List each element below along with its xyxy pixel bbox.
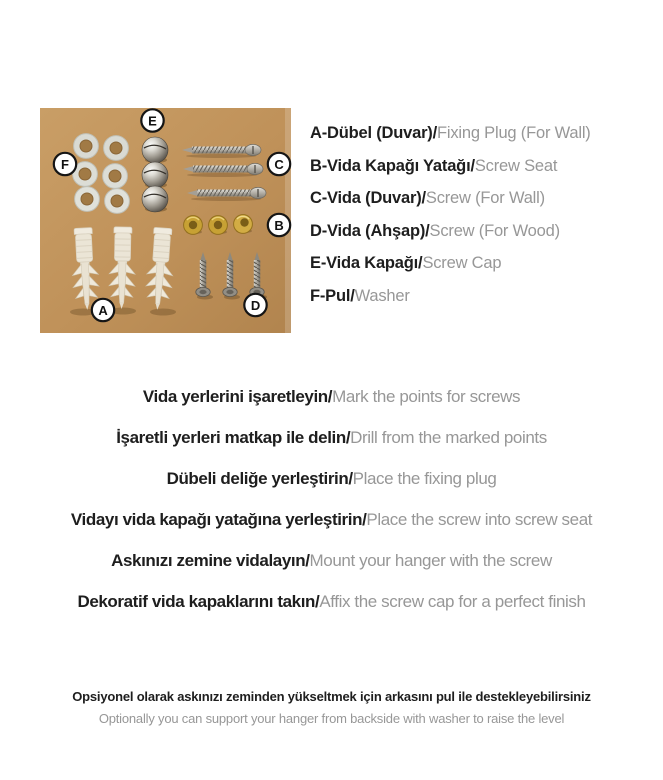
legend-letter-e: E	[310, 254, 321, 272]
part-label-f	[54, 153, 76, 175]
step-3	[0, 458, 663, 499]
step-4	[0, 499, 663, 540]
part-label-c	[268, 153, 290, 175]
part-label-a	[92, 299, 114, 321]
legend-en-a: Fixing Plug (For Wall)	[436, 124, 591, 142]
legend-item-c	[310, 182, 663, 215]
legend-item-f	[310, 280, 663, 313]
legend-letter-d: D	[310, 221, 322, 240]
legend-tr-e: -Vida Kapağı/	[320, 254, 423, 272]
step-4-en: Place the screw into screw seat	[366, 510, 593, 529]
part-label-b-text: B	[274, 217, 284, 233]
screw-seats-group	[184, 215, 253, 235]
legend-tr-d: -Vida (Ahşap)/	[321, 221, 430, 240]
parts-legend	[310, 117, 663, 312]
step-5-tr: Askınızı zemine vidalayın/	[111, 551, 310, 570]
part-label-c-text: C	[274, 156, 284, 172]
step-5-en: Mount your hanger with the screw	[309, 551, 552, 570]
legend-en-e: Screw Cap	[422, 254, 502, 272]
legend-item-d	[310, 215, 663, 248]
legend-item-b	[310, 150, 663, 183]
legend-letter-b: B	[310, 156, 322, 175]
optional-note-en: Optionally you can support your hanger from backside with washer to raise the level	[98, 711, 565, 726]
optional-note	[0, 686, 663, 730]
step-3-en: Place the fixing plug	[352, 469, 497, 488]
part-label-f-text: F	[61, 156, 69, 172]
part-label-d	[244, 294, 266, 316]
part-label-a-text: A	[98, 302, 108, 318]
part-label-e-text: E	[148, 113, 157, 129]
part-label-d-text: D	[250, 297, 261, 313]
optional-note-tr: Opsiyonel olarak askınızı zeminden yükseltmek için arkasını pul ile destekleyebilirsiniz	[72, 689, 591, 704]
part-label-b	[268, 214, 290, 236]
legend-en-b: Screw Seat	[474, 156, 558, 175]
step-6	[0, 581, 663, 622]
step-6-tr: Dekoratif vida kapaklarını takın/	[77, 592, 320, 611]
step-1	[0, 376, 663, 417]
step-6-en: Affix the screw cap for a perfect finish	[319, 592, 586, 611]
legend-tr-b: -Vida Kapağı Yatağı/	[321, 156, 475, 175]
legend-letter-c: C	[310, 189, 322, 207]
step-3-tr: Dübeli deliğe yerleştirin/	[166, 469, 353, 488]
legend-item-e	[310, 247, 663, 280]
legend-en-f: Washer	[354, 286, 410, 305]
legend-tr-c: -Vida (Duvar)/	[321, 189, 426, 207]
legend-letter-a: A	[310, 124, 322, 142]
hardware-kit-illustration	[40, 108, 291, 333]
installation-steps	[0, 376, 663, 622]
step-2	[0, 417, 663, 458]
legend-tr-a: -Dübel (Duvar)/	[321, 124, 437, 142]
legend-en-c: Screw (For Wall)	[425, 189, 545, 207]
legend-item-a	[310, 117, 663, 150]
step-4-tr: Vidayı vida kapağı yatağına yerleştirin/	[70, 510, 367, 529]
wall-plugs-group	[70, 227, 176, 316]
hardware-kit-photo	[40, 108, 291, 333]
step-1-tr: Vida yerlerini işaretleyin/	[142, 387, 333, 406]
step-1-en: Mark the points for screws	[332, 387, 521, 406]
legend-tr-f: -Pul/	[319, 286, 355, 305]
part-label-e	[141, 109, 163, 131]
screw-caps-group	[142, 137, 168, 212]
step-2-tr: İşaretli yerleri matkap ile delin/	[116, 428, 351, 447]
legend-letter-f: F	[310, 286, 320, 305]
legend-en-d: Screw (For Wood)	[429, 221, 560, 240]
step-5	[0, 540, 663, 581]
step-2-en: Drill from the marked points	[350, 428, 547, 447]
